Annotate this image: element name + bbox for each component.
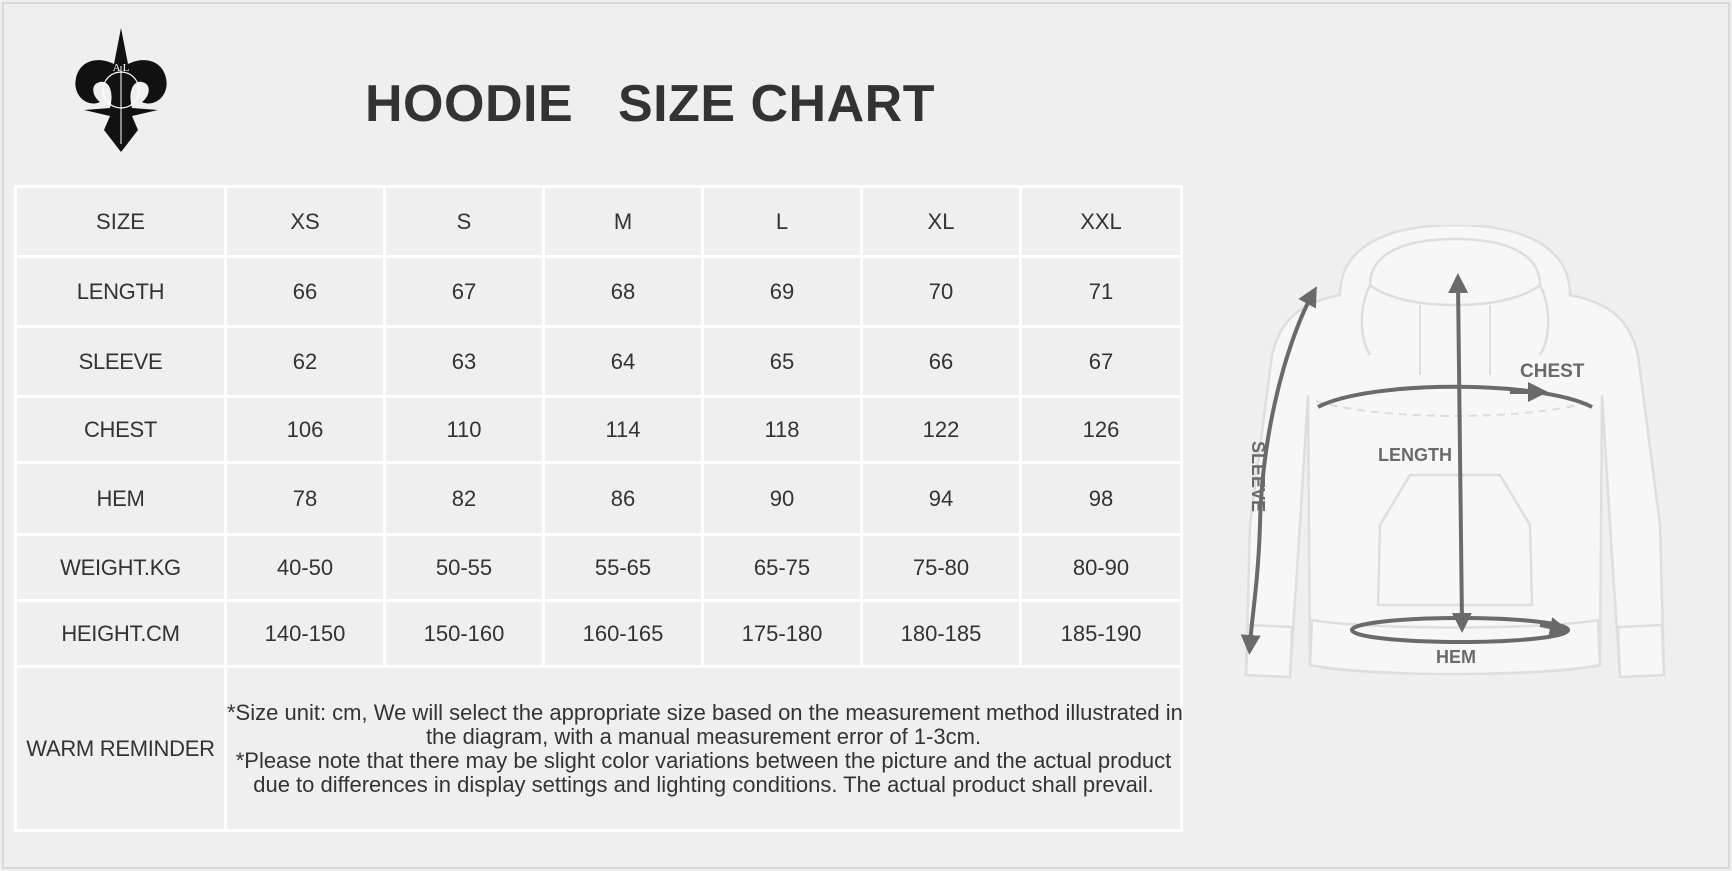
table-cell: 50-55	[385, 535, 544, 601]
table-row	[16, 463, 1182, 535]
table-cell: 118	[703, 397, 862, 463]
column-header: L	[703, 187, 862, 257]
column-header: M	[544, 187, 703, 257]
hoodie-icon	[1220, 225, 1690, 745]
column-header: SIZE	[16, 187, 226, 257]
row-label: HEIGHT.CM	[16, 601, 226, 667]
reminder-line: the diagram, with a manual measurement error of 1-3cm.	[425, 723, 982, 749]
table-cell: 175-180	[703, 601, 862, 667]
table-cell: 55-65	[544, 535, 703, 601]
table-cell: 62	[226, 327, 385, 397]
row-label: HEM	[16, 463, 226, 535]
table-cell: 114	[544, 397, 703, 463]
row-label: LENGTH	[16, 257, 226, 327]
table-cell: 126	[1021, 397, 1182, 463]
table-cell: 180-185	[862, 601, 1021, 667]
page-title: HOODIE SIZE CHART	[365, 75, 935, 133]
length-label: LENGTH	[1378, 445, 1452, 465]
table-cell: 67	[385, 257, 544, 327]
table-cell: 150-160	[385, 601, 544, 667]
table-cell: 66	[862, 327, 1021, 397]
table-cell: 140-150	[226, 601, 385, 667]
table-header-row	[16, 187, 1182, 257]
logo-letters: A L	[112, 62, 130, 74]
table-cell: 65	[703, 327, 862, 397]
table-row	[16, 397, 1182, 463]
table-cell: 110	[385, 397, 544, 463]
sleeve-label: SLEEVE	[1248, 441, 1268, 513]
table-cell: 65-75	[703, 535, 862, 601]
table-cell: 78	[226, 463, 385, 535]
table-cell: 70	[862, 257, 1021, 327]
table-row	[16, 535, 1182, 601]
reminder-line: due to differences in display settings and lighting conditions. The actual product shall prevail.	[253, 771, 1154, 797]
reminder-row	[16, 667, 1182, 831]
table-cell: 69	[703, 257, 862, 327]
reminder-text	[226, 667, 1182, 831]
size-table	[14, 185, 1183, 832]
column-header: XXL	[1021, 187, 1182, 257]
table-cell: 64	[544, 327, 703, 397]
table-cell: 67	[1021, 327, 1182, 397]
table-cell: 94	[862, 463, 1021, 535]
table-cell: 63	[385, 327, 544, 397]
table-cell: 98	[1021, 463, 1182, 535]
table-cell: 40-50	[226, 535, 385, 601]
table-cell: 106	[226, 397, 385, 463]
table-cell: 122	[862, 397, 1021, 463]
table-cell: 66	[226, 257, 385, 327]
reminder-line: *Please note that there may be slight color variations between the picture and the actual product	[235, 747, 1172, 773]
table-cell: 82	[385, 463, 544, 535]
chest-label: CHEST	[1520, 361, 1585, 382]
table-cell: 71	[1021, 257, 1182, 327]
table-cell: 90	[703, 463, 862, 535]
table-cell: 68	[544, 257, 703, 327]
row-label: WEIGHT.KG	[16, 535, 226, 601]
table-cell: 80-90	[1021, 535, 1182, 601]
table-cell: 75-80	[862, 535, 1021, 601]
reminder-label: WARM REMINDER	[16, 667, 226, 831]
row-label: SLEEVE	[16, 327, 226, 397]
table-cell: 160-165	[544, 601, 703, 667]
column-header: XS	[226, 187, 385, 257]
column-header: XL	[862, 187, 1021, 257]
column-header: S	[385, 187, 544, 257]
table-cell: 86	[544, 463, 703, 535]
hem-label: HEM	[1436, 647, 1476, 667]
table-row	[16, 257, 1182, 327]
reminder-line: *Size unit: cm, We will select the appropriate size based on the measurement method illustrated in	[227, 699, 1183, 725]
table-cell: 185-190	[1021, 601, 1182, 667]
row-label: CHEST	[16, 397, 226, 463]
table-row	[16, 601, 1182, 667]
table-row	[16, 327, 1182, 397]
fleur-de-lis-icon	[66, 26, 176, 156]
